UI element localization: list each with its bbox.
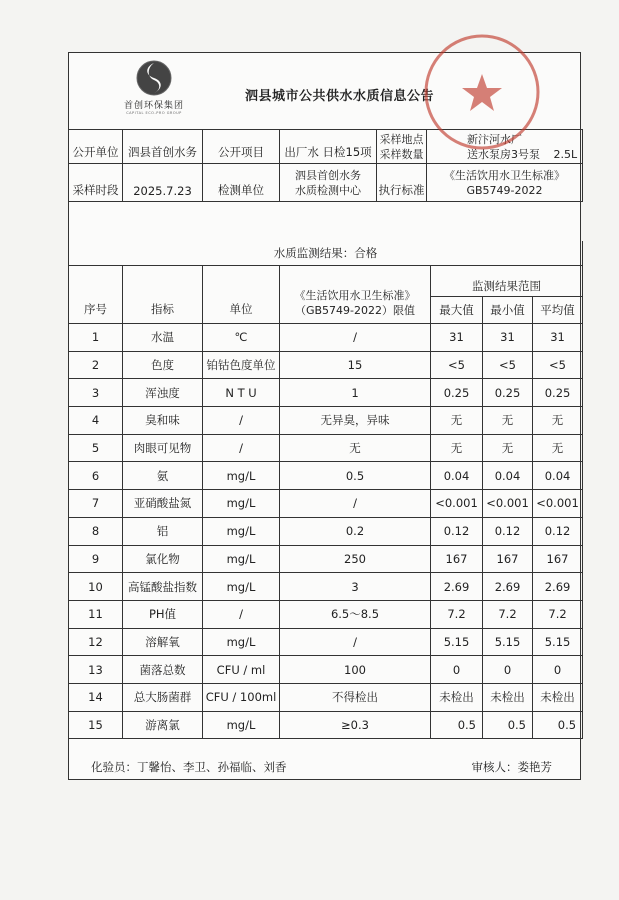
cell-avg: 2.69 (533, 573, 583, 601)
value-standard-line2: GB5749-2022 (466, 183, 543, 197)
cell-item: 氨 (123, 462, 203, 490)
value-test-unit-line2: 水质检测中心 (295, 183, 361, 197)
cell-max: 无 (431, 407, 483, 435)
value-sampling-period: 2025.7.23 (123, 164, 203, 202)
cell-unit: / (203, 407, 280, 435)
cell-index: 3 (69, 379, 123, 407)
label-sampling-location-text: 采样地点 (379, 132, 424, 146)
cell-min: 167 (483, 545, 533, 573)
cell-index: 10 (69, 573, 123, 601)
cell-min: 0.12 (483, 517, 533, 545)
cell-item: 氯化物 (123, 545, 203, 573)
results-header-row-1 (69, 266, 583, 297)
cell-limit: 1 (280, 379, 431, 407)
results-summary-row (69, 241, 583, 266)
cell-min: 0.25 (483, 379, 533, 407)
cell-min: 无 (483, 434, 533, 462)
table-row (69, 490, 583, 518)
logo-swirl-icon (135, 59, 173, 97)
cell-max: 7.2 (431, 600, 483, 628)
label-project: 公开项目 (203, 130, 280, 164)
cell-limit: 250 (280, 545, 431, 573)
table-row (69, 434, 583, 462)
cell-item: 高锰酸盐指数 (123, 573, 203, 601)
header-max: 最大值 (431, 297, 483, 324)
cell-limit: / (280, 324, 431, 352)
table-row (69, 351, 583, 379)
value-quantity: 2.5L (553, 147, 578, 161)
cell-max: 0.12 (431, 517, 483, 545)
cell-avg: 31 (533, 324, 583, 352)
table-row (69, 656, 583, 684)
cell-unit: / (203, 600, 280, 628)
cell-item: 菌落总数 (123, 656, 203, 684)
cell-min: 5.15 (483, 628, 533, 656)
cell-unit: mg/L (203, 628, 280, 656)
cell-index: 7 (69, 490, 123, 518)
cell-avg: 无 (533, 434, 583, 462)
results-body (69, 324, 583, 739)
cell-index: 6 (69, 462, 123, 490)
cell-max: 0.25 (431, 379, 483, 407)
cell-min: 未检出 (483, 683, 533, 711)
header-range: 监测结果范围 (431, 266, 583, 297)
cell-max: 167 (431, 545, 483, 573)
cell-max: 无 (431, 434, 483, 462)
table-row (69, 379, 583, 407)
table-row (69, 545, 583, 573)
header-item: 指标 (123, 266, 203, 324)
cell-item: 溶解氧 (123, 628, 203, 656)
cell-item: 总大肠菌群 (123, 683, 203, 711)
cell-unit: CFU / ml (203, 656, 280, 684)
cell-avg: 0.04 (533, 462, 583, 490)
cell-avg: 167 (533, 545, 583, 573)
cell-limit: / (280, 628, 431, 656)
cell-limit: 6.5～8.5 (280, 600, 431, 628)
cell-limit: 0.5 (280, 462, 431, 490)
cell-index: 15 (69, 711, 123, 739)
cell-unit: 铂钴色度单位 (203, 351, 280, 379)
cell-min: 0.5 (483, 711, 533, 739)
table-row (69, 462, 583, 490)
cell-index: 1 (69, 324, 123, 352)
cell-index: 5 (69, 434, 123, 462)
cell-index: 12 (69, 628, 123, 656)
official-seal (422, 32, 542, 152)
info-row-2 (69, 164, 583, 202)
label-publisher: 公开单位 (69, 130, 123, 164)
header-limit (280, 266, 431, 324)
cell-avg: <0.001 (533, 490, 583, 518)
cell-item: 亚硝酸盐氮 (123, 490, 203, 518)
value-plant: 新汴河水厂 (467, 132, 522, 146)
cell-item: 水温 (123, 324, 203, 352)
cell-max: <5 (431, 351, 483, 379)
cell-min: 0.04 (483, 462, 533, 490)
testers: 化验员：丁馨怡、李卫、孙福临、刘香 (91, 760, 287, 774)
cell-index: 2 (69, 351, 123, 379)
results-table (68, 241, 583, 739)
cell-unit: N T U (203, 379, 280, 407)
cell-max: 0.04 (431, 462, 483, 490)
cell-index: 11 (69, 600, 123, 628)
cell-limit: ≥0.3 (280, 711, 431, 739)
cell-item: PH值 (123, 600, 203, 628)
header-limit-line2: （GB5749-2022）限值 (294, 304, 416, 317)
cell-item: 肉眼可见物 (123, 434, 203, 462)
cell-max: <0.001 (431, 490, 483, 518)
cell-min: 0 (483, 656, 533, 684)
value-test-unit (280, 164, 377, 202)
cell-limit: 不得检出 (280, 683, 431, 711)
cell-avg: 7.2 (533, 600, 583, 628)
notice-sheet (68, 52, 581, 780)
cell-index: 9 (69, 545, 123, 573)
cell-max: 31 (431, 324, 483, 352)
cell-index: 8 (69, 517, 123, 545)
company-logo (109, 59, 199, 125)
value-standard (427, 164, 583, 202)
page-title: 泗县城市公共供水水质信息公告 (245, 89, 435, 104)
cell-item: 游离氯 (123, 711, 203, 739)
table-row (69, 600, 583, 628)
cell-unit: mg/L (203, 517, 280, 545)
cell-unit: / (203, 434, 280, 462)
cell-index: 14 (69, 683, 123, 711)
cell-min: 31 (483, 324, 533, 352)
cell-limit: 0.2 (280, 517, 431, 545)
cell-avg: 0.25 (533, 379, 583, 407)
table-row (69, 517, 583, 545)
cell-avg: 未检出 (533, 683, 583, 711)
table-row (69, 573, 583, 601)
cell-unit: ℃ (203, 324, 280, 352)
cell-min: 2.69 (483, 573, 533, 601)
cell-index: 4 (69, 407, 123, 435)
reviewer: 审核人：娄艳芳 (471, 760, 552, 774)
cell-unit: mg/L (203, 573, 280, 601)
cell-item: 臭和味 (123, 407, 203, 435)
cell-unit: mg/L (203, 545, 280, 573)
value-publisher: 泗县首创水务 (123, 130, 203, 164)
header-avg: 平均值 (533, 297, 583, 324)
cell-avg: 5.15 (533, 628, 583, 656)
header-limit-line1: 《生活饮用水卫生标准》 (294, 289, 416, 302)
value-project: 出厂水 日检15项 (280, 130, 377, 164)
cell-limit: 15 (280, 351, 431, 379)
cell-min: 7.2 (483, 600, 533, 628)
label-sampling-quantity-text: 采样数量 (379, 147, 424, 161)
cell-index: 13 (69, 656, 123, 684)
label-sampling-period: 采样时段 (69, 164, 123, 202)
value-standard-line1: 《生活饮用水卫生标准》 (444, 168, 565, 182)
label-standard: 执行标准 (377, 164, 427, 202)
label-test-unit: 检测单位 (203, 164, 280, 202)
cell-max: 5.15 (431, 628, 483, 656)
cell-limit: / (280, 490, 431, 518)
value-test-unit-line1: 泗县首创水务 (295, 168, 361, 182)
cell-item: 浑浊度 (123, 379, 203, 407)
logo-english-name: CAPITAL ECO-PRO GROUP (126, 111, 182, 115)
cell-avg: 无 (533, 407, 583, 435)
cell-unit: mg/L (203, 490, 280, 518)
cell-max: 未检出 (431, 683, 483, 711)
cell-avg: 0.5 (533, 711, 583, 739)
cell-item: 色度 (123, 351, 203, 379)
cell-limit: 无 (280, 434, 431, 462)
cell-unit: CFU / 100ml (203, 683, 280, 711)
cell-min: <5 (483, 351, 533, 379)
header-index: 序号 (69, 266, 123, 324)
table-row (69, 683, 583, 711)
label-sampling-location (377, 130, 427, 164)
cell-unit: mg/L (203, 711, 280, 739)
cell-limit: 100 (280, 656, 431, 684)
cell-avg: 0 (533, 656, 583, 684)
value-pump: 送水泵房3号泵 (467, 147, 540, 161)
table-row (69, 628, 583, 656)
table-row (69, 324, 583, 352)
results-summary: 水质监测结果：合格 (69, 241, 583, 266)
header-unit: 单位 (203, 266, 280, 324)
header-min: 最小值 (483, 297, 533, 324)
table-row (69, 407, 583, 435)
logo-name: 首创环保集团 (123, 101, 184, 111)
cell-max: 0.5 (431, 711, 483, 739)
cell-max: 2.69 (431, 573, 483, 601)
cell-limit: 3 (280, 573, 431, 601)
cell-max: 0 (431, 656, 483, 684)
cell-unit: mg/L (203, 462, 280, 490)
cell-min: <0.001 (483, 490, 533, 518)
table-row (69, 711, 583, 739)
cell-limit: 无异臭，异味 (280, 407, 431, 435)
cell-avg: <5 (533, 351, 583, 379)
cell-min: 无 (483, 407, 533, 435)
cell-avg: 0.12 (533, 517, 583, 545)
cell-item: 铝 (123, 517, 203, 545)
